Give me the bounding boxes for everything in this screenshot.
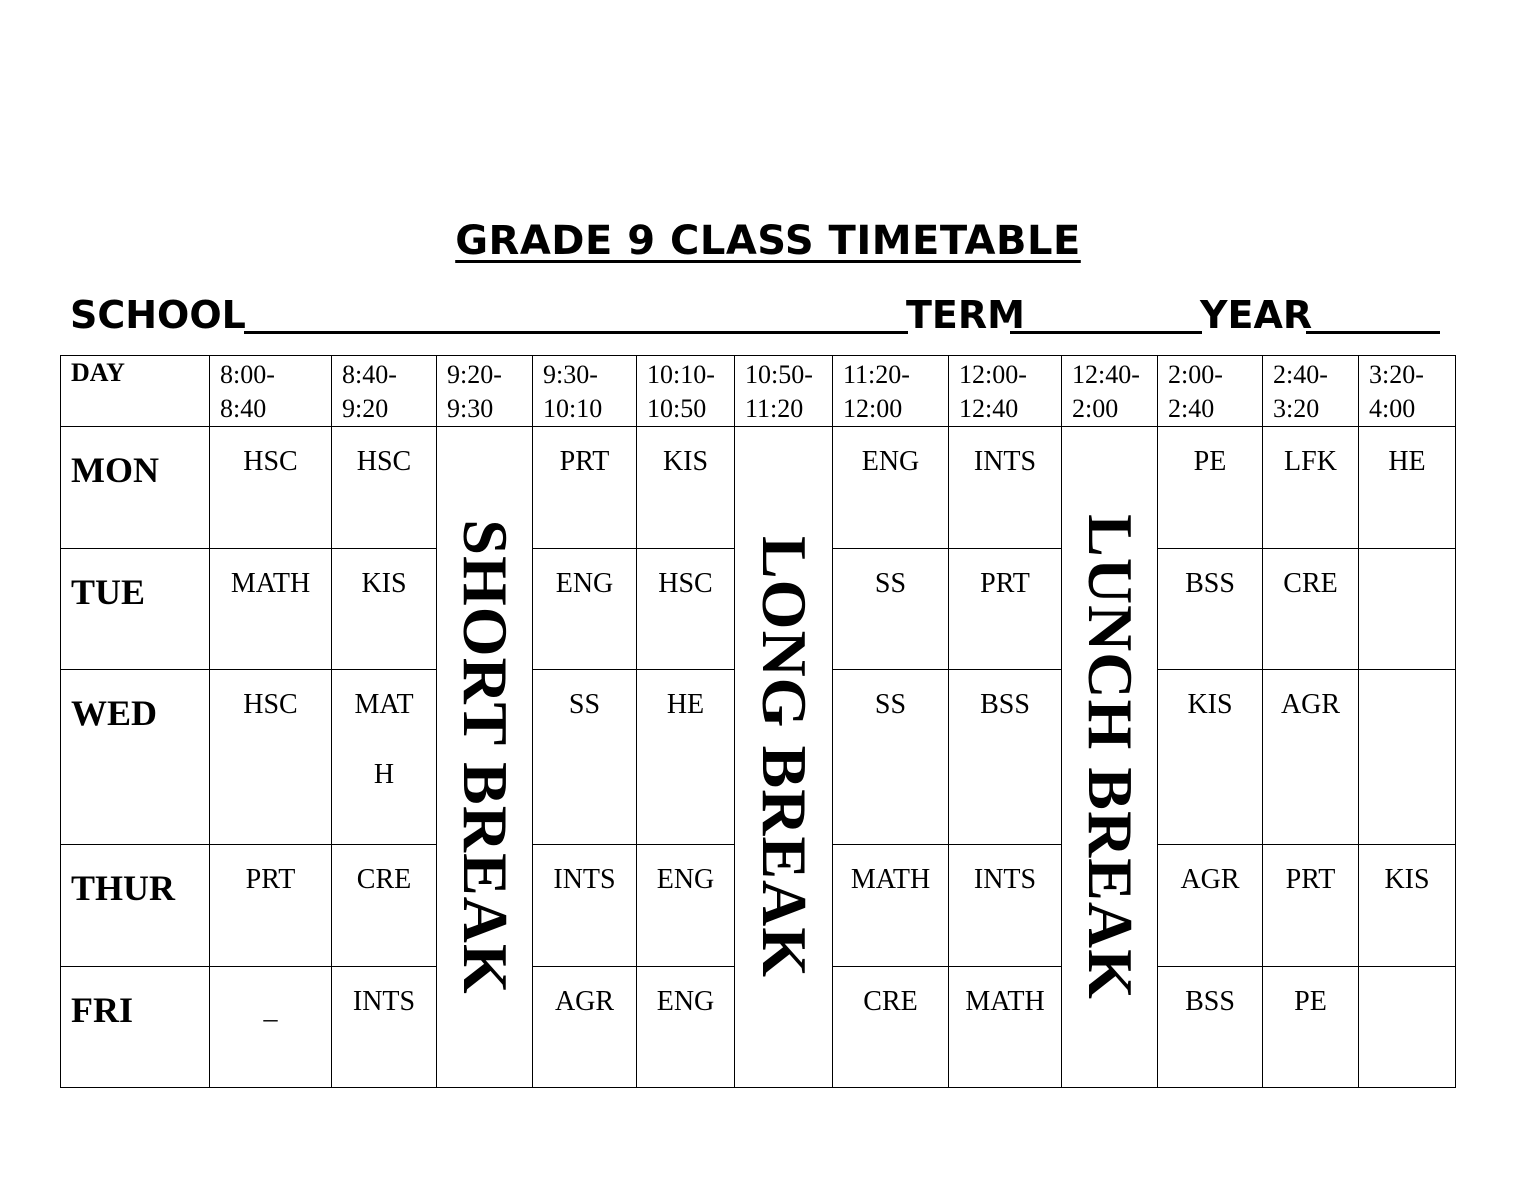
time-slot-10: 2:00- 2:40: [1158, 356, 1263, 427]
subject-cell: KIS: [1359, 845, 1456, 967]
subject-cell: CRE: [833, 967, 949, 1088]
subject-cell: HSC: [210, 670, 332, 845]
subject-cell: AGR: [1158, 845, 1263, 967]
time-slot-6: 10:50- 11:20: [735, 356, 833, 427]
subject-cell: PRT: [210, 845, 332, 967]
subject-cell: HSC: [210, 427, 332, 549]
subject-cell: MATH: [833, 845, 949, 967]
subject-cell: BSS: [1158, 967, 1263, 1088]
subject-cell: ENG: [533, 549, 637, 670]
subject-cell: CRE: [1263, 549, 1359, 670]
subject-cell: MATH: [210, 549, 332, 670]
year-blank-line: [1306, 331, 1440, 334]
time-slot-11: 2:40- 3:20: [1263, 356, 1359, 427]
long-break-column: [735, 427, 833, 1088]
lunch-break-label: LUNCH BREAK: [1074, 514, 1146, 1000]
time-slot-3: 9:20- 9:30: [437, 356, 533, 427]
time-slot-5: 10:10- 10:50: [637, 356, 735, 427]
time-slot-4: 9:30- 10:10: [533, 356, 637, 427]
subject-cell: INTS: [332, 967, 437, 1088]
day-cell: TUE: [61, 549, 210, 670]
day-cell: FRI: [61, 967, 210, 1088]
day-cell: WED: [61, 670, 210, 845]
year-label: YEAR: [1200, 293, 1313, 337]
short-break-column: [437, 427, 533, 1088]
subject-cell: AGR: [533, 967, 637, 1088]
school-label: SCHOOL: [70, 293, 246, 337]
subject-cell: INTS: [533, 845, 637, 967]
subject-cell: SS: [833, 549, 949, 670]
subject-cell: ENG: [833, 427, 949, 549]
subject-cell: INTS: [949, 427, 1062, 549]
time-slot-2: 8:40- 9:20: [332, 356, 437, 427]
subject-cell: SS: [833, 670, 949, 845]
subject-cell: ENG: [637, 967, 735, 1088]
subject-cell: [1359, 670, 1456, 845]
time-slot-12: 3:20- 4:00: [1359, 356, 1456, 427]
subject-cell: LFK: [1263, 427, 1359, 549]
subject-cell: HE: [637, 670, 735, 845]
term-label: TERM: [906, 293, 1025, 337]
subject-cell: AGR: [1263, 670, 1359, 845]
subject-cell: HE: [1359, 427, 1456, 549]
timetable-title: [0, 218, 1536, 264]
time-header-row: [61, 356, 1456, 427]
subject-cell: PRT: [949, 549, 1062, 670]
day-header: DAY: [61, 356, 210, 427]
subject-cell: SS: [533, 670, 637, 845]
table-row: [61, 427, 1456, 549]
subject-cell: KIS: [637, 427, 735, 549]
subject-cell: _: [210, 967, 332, 1088]
subject-cell: BSS: [1158, 549, 1263, 670]
title-text: GRADE 9 CLASS TIMETABLE: [455, 218, 1081, 264]
time-slot-1: 8:00- 8:40: [210, 356, 332, 427]
lunch-break-column: [1062, 427, 1158, 1088]
subject-cell: KIS: [1158, 670, 1263, 845]
subject-cell: PRT: [533, 427, 637, 549]
time-slot-7: 11:20- 12:00: [833, 356, 949, 427]
subject-cell: INTS: [949, 845, 1062, 967]
subject-cell: PRT: [1263, 845, 1359, 967]
term-blank-line: [1010, 331, 1202, 334]
subject-cell: ENG: [637, 845, 735, 967]
subject-cell: PE: [1158, 427, 1263, 549]
subject-cell: HSC: [637, 549, 735, 670]
subject-cell: KIS: [332, 549, 437, 670]
subject-cell: MATH: [949, 967, 1062, 1088]
short-break-label: SHORT BREAK: [449, 519, 521, 995]
school-blank-line: [244, 331, 908, 334]
subject-cell: [1359, 967, 1456, 1088]
time-slot-8: 12:00- 12:40: [949, 356, 1062, 427]
timetable: [60, 355, 1456, 1088]
subject-cell: [1359, 549, 1456, 670]
time-slot-9: 12:40- 2:00: [1062, 356, 1158, 427]
subject-cell: PE: [1263, 967, 1359, 1088]
subject-cell: CRE: [332, 845, 437, 967]
subject-cell: MATH: [332, 670, 437, 845]
day-cell: MON: [61, 427, 210, 549]
subject-cell: HSC: [332, 427, 437, 549]
long-break-label: LONG BREAK: [748, 535, 820, 979]
day-cell: THUR: [61, 845, 210, 967]
subject-cell: BSS: [949, 670, 1062, 845]
